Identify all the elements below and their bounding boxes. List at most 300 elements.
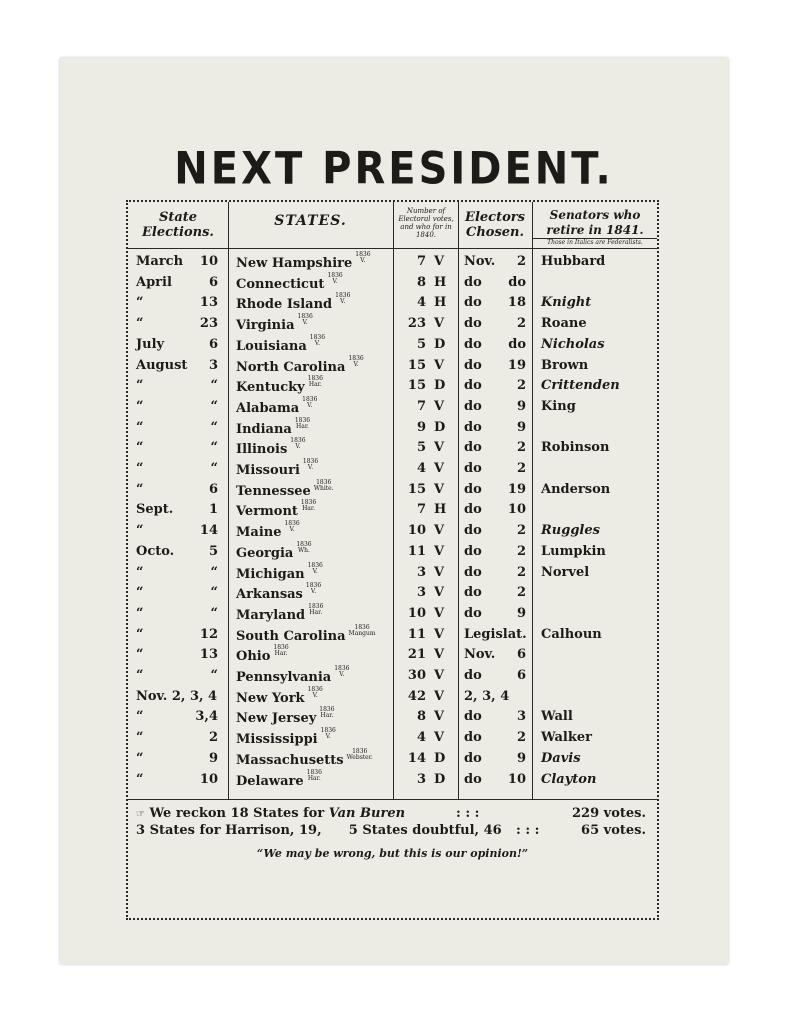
vote-1836-note <box>314 480 334 492</box>
cell-day: 6 <box>208 336 218 352</box>
vote-1836-who: Wh. <box>298 546 310 554</box>
vote-1836-who: V. <box>340 298 346 306</box>
cell-party: V <box>434 585 445 601</box>
cell-day: 9 <box>208 750 218 766</box>
cell-votes: 7 <box>416 254 426 269</box>
vote-1836-who: V. <box>314 339 320 347</box>
vote-1836-year: 1836 <box>302 458 319 465</box>
cell-votes: 8 <box>416 709 426 725</box>
cell-senator: Norvel <box>541 564 590 580</box>
vote-1836-note <box>307 770 322 782</box>
cell-party: H <box>434 502 447 518</box>
header-electoral-votes: Number of Electoral votes, and who for in 1840. <box>398 207 454 239</box>
cell-state <box>236 604 323 626</box>
vote-1836-who: Har. <box>307 774 321 782</box>
cell-chosen-when: do <box>464 668 482 683</box>
cell-state <box>236 521 300 543</box>
table-row <box>128 666 657 686</box>
vote-1836-note <box>347 749 373 761</box>
cell-month: “ <box>136 564 144 580</box>
cell-party: D <box>434 771 446 787</box>
cell-state <box>236 459 318 481</box>
cell-day: 6 <box>208 274 218 290</box>
cell-month: “ <box>136 647 144 663</box>
vote-1836-who: V. <box>307 401 313 409</box>
state-name: South Carolina <box>236 628 346 644</box>
footer-line-2-text: 3 States for Harrison, 19, 5 States doubtful, 46 <box>136 823 502 838</box>
vote-1836-year: 1836 <box>273 644 289 652</box>
cell-state <box>236 749 373 771</box>
cell-chosen-when: 2, 3, 4 <box>464 688 510 704</box>
cell-month: “ <box>136 461 144 476</box>
cell-votes: 3 <box>416 564 426 580</box>
cell-party: V <box>434 647 445 663</box>
table-row <box>128 356 657 376</box>
cell-chosen-day: 2 <box>516 254 526 269</box>
vote-1836-who: Har. <box>309 608 323 616</box>
cell-chosen-day: 2 <box>516 585 526 601</box>
vote-1836-note <box>349 625 376 637</box>
cell-day: 3,4 <box>195 709 218 725</box>
cell-senator: Nicholas <box>541 336 605 352</box>
state-name: Kentucky <box>236 380 305 396</box>
election-table <box>126 200 659 920</box>
vote-1836-year: 1836 <box>307 561 323 569</box>
cell-chosen-when: do <box>464 274 482 290</box>
vote-1836-who: V. <box>289 526 295 534</box>
cell-month: August <box>136 357 188 373</box>
cell-chosen-day: 10 <box>507 771 526 787</box>
vote-1836-note <box>296 542 311 554</box>
vote-1836-who: Har. <box>274 650 288 658</box>
cell-party: V <box>434 688 445 704</box>
footer-separator: : : : <box>456 806 480 821</box>
state-name: Alabama <box>236 400 300 416</box>
cell-chosen-when: do <box>464 605 482 621</box>
cell-month: “ <box>136 481 144 497</box>
table-row <box>128 542 657 562</box>
vote-1836-year: 1836 <box>309 333 326 341</box>
cell-chosen-when: do <box>464 771 482 787</box>
state-name: Maryland <box>236 607 306 623</box>
table-row <box>128 728 657 748</box>
vote-1836-who: Webster. <box>346 753 373 761</box>
cell-votes: 15 <box>407 357 426 373</box>
cell-chosen-day: 10 <box>507 502 526 518</box>
cell-senator: Clayton <box>541 771 597 787</box>
cell-party: H <box>434 274 447 290</box>
cell-day: “ <box>210 440 218 456</box>
cell-chosen-day: do <box>508 336 526 352</box>
cell-chosen-when: Legislat. <box>464 626 527 642</box>
state-name: Ohio <box>236 649 271 665</box>
vote-1836-note <box>295 418 310 430</box>
cell-state <box>236 418 310 440</box>
table-row <box>128 625 657 645</box>
vote-1836-year: 1836 <box>290 437 306 445</box>
cell-votes: 5 <box>416 440 426 456</box>
cell-state <box>236 687 323 709</box>
cell-votes: 4 <box>416 730 426 746</box>
state-name: New Hampshire <box>236 256 353 271</box>
cell-senator: Lumpkin <box>541 543 606 559</box>
header-senators-note: Those in Italics are Federalists. <box>533 238 657 246</box>
cell-state <box>236 645 289 667</box>
table-row <box>128 314 657 334</box>
vote-1836-year: 1836 <box>320 727 336 735</box>
cell-month: “ <box>136 771 144 787</box>
cell-day: “ <box>210 564 218 580</box>
cell-party: V <box>434 709 445 725</box>
vote-1836-note <box>273 645 288 657</box>
cell-month: March <box>136 254 184 269</box>
vote-1836-year: 1836 <box>300 499 317 507</box>
state-name: Michigan <box>236 566 305 582</box>
vote-1836-year: 1836 <box>316 478 332 486</box>
cell-day: 6 <box>208 481 218 497</box>
vote-1836-year: 1836 <box>307 375 323 383</box>
cell-party: D <box>434 419 446 435</box>
cell-state <box>236 707 335 729</box>
vote-1836-who: Har. <box>320 712 334 720</box>
cell-month: “ <box>136 419 144 435</box>
header-senators: Senators who retire in 1841. <box>546 208 644 237</box>
cell-month: July <box>136 336 165 352</box>
vote-1836-who: V. <box>312 567 318 575</box>
cell-votes: 4 <box>416 295 426 311</box>
cell-senator: Hubbard <box>541 254 606 269</box>
cell-day: “ <box>210 668 218 683</box>
vote-1836-note <box>284 521 299 533</box>
cell-chosen-when: do <box>464 750 482 766</box>
cell-state <box>236 252 371 274</box>
header-states: STATES. <box>274 213 347 229</box>
vote-1836-note <box>335 293 350 305</box>
cell-senator: Brown <box>541 357 589 373</box>
cell-senator: Robinson <box>541 440 610 456</box>
cell-month: “ <box>136 709 144 725</box>
cell-votes: 3 <box>416 771 426 787</box>
cell-chosen-day: do <box>508 274 526 290</box>
cell-votes: 9 <box>416 419 426 435</box>
cell-chosen-day: 18 <box>507 295 526 311</box>
vote-1836-year: 1836 <box>355 251 371 258</box>
table-row <box>128 583 657 603</box>
vote-1836-who: V. <box>312 691 318 699</box>
cell-votes: 7 <box>416 398 426 414</box>
cell-month: Octo. <box>136 543 175 559</box>
footer-line-1 <box>136 806 646 821</box>
vote-1836-who: Mangum <box>348 629 376 637</box>
cell-chosen-day: 19 <box>507 357 526 373</box>
footer-line-2-votes: 65 votes. <box>581 823 646 838</box>
vote-1836-note <box>308 563 323 575</box>
vote-1836-year: 1836 <box>305 582 322 590</box>
cell-party: V <box>434 523 445 539</box>
cell-chosen-when: do <box>464 440 482 456</box>
cell-chosen-when: do <box>464 316 482 332</box>
cell-month: “ <box>136 316 144 332</box>
vote-1836-year: 1836 <box>308 602 324 610</box>
cell-day: 13 <box>199 295 218 311</box>
cell-chosen-day: 6 <box>516 668 526 683</box>
pointing-hand-icon: ☞ <box>136 809 145 820</box>
vote-1836-who: V. <box>302 319 308 327</box>
cell-chosen-when: do <box>464 378 482 394</box>
cell-month: “ <box>136 626 144 642</box>
state-name: Massachusetts <box>236 752 344 768</box>
cell-chosen-day: 9 <box>516 605 526 621</box>
cell-chosen-when: do <box>464 419 482 435</box>
cell-chosen-day: 19 <box>507 481 526 497</box>
cell-senator: Davis <box>541 750 581 766</box>
cell-chosen-day: 2 <box>516 523 526 539</box>
cell-state <box>236 563 323 585</box>
vote-1836-who: V. <box>325 733 331 741</box>
cell-chosen-when: do <box>464 585 482 601</box>
cell-votes: 11 <box>407 626 426 642</box>
cell-chosen-when: do <box>464 523 482 539</box>
header-rule <box>128 248 657 249</box>
vote-1836-note <box>355 252 370 264</box>
vote-1836-note <box>308 604 323 616</box>
cell-month: “ <box>136 295 144 311</box>
vote-1836-year: 1836 <box>319 706 335 714</box>
cell-party: H <box>434 295 447 311</box>
cell-party: V <box>434 461 445 476</box>
vote-1836-year: 1836 <box>302 395 318 403</box>
cell-chosen-when: do <box>464 295 482 311</box>
cell-senator: Wall <box>541 709 573 725</box>
vote-1836-note <box>308 376 323 388</box>
table-row <box>128 418 657 438</box>
vote-1836-year: 1836 <box>307 685 323 693</box>
cell-month: “ <box>136 668 144 683</box>
cell-votes: 11 <box>407 543 426 559</box>
state-name: Indiana <box>236 421 292 437</box>
state-name: Delaware <box>236 773 304 789</box>
cell-day: “ <box>210 378 218 394</box>
cell-chosen-when: do <box>464 481 482 497</box>
footer-line-1-text: We reckon 18 States for <box>149 806 325 821</box>
state-name: Tennessee <box>236 483 311 499</box>
cell-party: D <box>434 336 446 352</box>
cell-day: 14 <box>199 523 218 539</box>
vote-1836-who: Har. <box>308 381 322 389</box>
vote-1836-note <box>298 314 313 326</box>
table-row <box>128 335 657 355</box>
state-name: North Carolina <box>236 359 346 375</box>
cell-chosen-when: Nov. <box>464 254 496 269</box>
cell-chosen-when: do <box>464 502 482 518</box>
state-name: Arkansas <box>236 587 303 603</box>
table-row <box>128 604 657 624</box>
vote-1836-note <box>308 687 323 699</box>
cell-senator: Anderson <box>541 481 611 497</box>
cell-day: “ <box>210 605 218 621</box>
footer-line-1-votes: 229 votes. <box>571 806 646 821</box>
cell-chosen-when: do <box>464 543 482 559</box>
table-row <box>128 521 657 541</box>
cell-party: V <box>434 730 445 746</box>
cell-state <box>236 273 343 295</box>
cell-party: D <box>434 378 446 394</box>
cell-party: V <box>434 357 445 373</box>
cell-month: “ <box>136 378 144 394</box>
cell-votes: 8 <box>416 274 426 290</box>
cell-votes: 4 <box>416 461 426 476</box>
footer-quote: “We may be wrong, but this is our opinion!” <box>256 847 529 860</box>
vote-1836-note <box>301 500 316 512</box>
cell-senator: Crittenden <box>541 378 620 394</box>
cell-party: V <box>434 481 445 497</box>
cell-month: “ <box>136 398 144 414</box>
cell-senator: Roane <box>541 316 587 332</box>
vote-1836-year: 1836 <box>354 623 370 631</box>
table-row <box>128 645 657 665</box>
vote-1836-who: V. <box>353 360 359 368</box>
cell-state <box>236 293 350 315</box>
cell-chosen-when: do <box>464 730 482 746</box>
table-row <box>128 500 657 520</box>
cell-chosen-day: 6 <box>516 647 526 663</box>
cell-chosen-when: do <box>464 461 482 476</box>
table-row <box>128 687 657 707</box>
cell-chosen-day: 2 <box>516 564 526 580</box>
vote-1836-note <box>302 397 317 409</box>
cell-state <box>236 356 364 378</box>
cell-month: “ <box>136 605 144 621</box>
cell-day: 10 <box>199 771 218 787</box>
state-name: Vermont <box>236 504 298 520</box>
vote-1836-who: V. <box>339 671 345 678</box>
state-name: New York <box>236 690 305 706</box>
cell-votes: 21 <box>407 647 426 663</box>
cell-state <box>236 728 336 750</box>
vote-1836-who: Har. <box>302 505 316 513</box>
cell-senator: Calhoun <box>541 626 602 642</box>
vote-1836-who: V. <box>310 588 317 596</box>
cell-votes: 10 <box>407 605 426 621</box>
table-row <box>128 563 657 583</box>
cell-day: 1 <box>208 502 218 518</box>
cell-party: V <box>434 398 445 414</box>
cell-day: “ <box>210 398 218 414</box>
vote-1836-note <box>290 438 305 450</box>
cell-chosen-when: do <box>464 336 482 352</box>
vote-1836-note <box>327 273 342 285</box>
cell-party: D <box>434 750 446 766</box>
cell-chosen-day: 3 <box>516 709 526 725</box>
cell-chosen-when: do <box>464 564 482 580</box>
cell-day: “ <box>210 461 218 476</box>
cell-state <box>236 666 349 688</box>
state-name: New Jersey <box>236 711 317 727</box>
cell-state <box>236 335 325 357</box>
cell-votes: 15 <box>407 481 426 497</box>
cell-month: Sept. <box>136 502 174 518</box>
table-row <box>128 376 657 396</box>
cell-party: V <box>434 440 445 456</box>
cell-day: 3 <box>208 357 218 373</box>
state-name: Illinois <box>236 442 288 458</box>
table-row <box>128 459 657 479</box>
state-name: Pennsylvania <box>236 670 332 685</box>
vote-1836-who: V. <box>295 443 301 451</box>
vote-1836-year: 1836 <box>327 271 343 279</box>
cell-party: V <box>434 605 445 621</box>
footer-separator-2: : : : <box>516 823 540 838</box>
page-title: NEXT PRESIDENT. <box>174 143 614 195</box>
vote-1836-year: 1836 <box>284 520 300 528</box>
cell-senator: King <box>541 398 576 414</box>
vote-1836-year: 1836 <box>348 354 364 362</box>
vote-1836-note <box>306 583 321 595</box>
vote-1836-who: V. <box>307 464 314 471</box>
cell-senator: Ruggles <box>541 523 600 539</box>
state-name: Louisiana <box>236 338 307 354</box>
footer-van-buren: Van Buren <box>328 806 406 821</box>
cell-day: “ <box>210 585 218 601</box>
table-row <box>128 480 657 500</box>
state-name: Connecticut <box>236 276 325 292</box>
state-name: Rhode Island <box>236 297 333 313</box>
cell-state <box>236 583 321 605</box>
cell-chosen-day: 2 <box>516 730 526 746</box>
state-name: Virginia <box>236 318 295 334</box>
table-row <box>128 749 657 769</box>
cell-senator: Knight <box>541 295 592 311</box>
cell-chosen-day: 2 <box>516 543 526 559</box>
table-row <box>128 770 657 790</box>
cell-chosen-day: 2 <box>516 461 526 476</box>
cell-day: 12 <box>199 626 218 642</box>
state-name: Missouri <box>236 463 300 478</box>
cell-party: V <box>434 254 445 269</box>
cell-votes: 42 <box>407 688 426 704</box>
cell-day: 5 <box>208 543 218 559</box>
vote-1836-who: Har. <box>296 422 309 430</box>
vote-1836-who: V. <box>332 277 338 285</box>
vote-1836-year: 1836 <box>306 768 322 776</box>
cell-month: April <box>136 274 172 290</box>
footer-rule <box>128 799 657 800</box>
vote-1836-note <box>321 728 336 740</box>
cell-votes: 10 <box>407 523 426 539</box>
vote-1836-note <box>319 707 334 719</box>
header-state-elections: State Elections. <box>142 210 214 240</box>
vote-1836-year: 1836 <box>297 313 313 321</box>
cell-state <box>236 314 313 336</box>
cell-month: “ <box>136 730 144 746</box>
cell-votes: 23 <box>407 316 426 332</box>
cell-chosen-day: 9 <box>516 750 526 766</box>
cell-party: V <box>434 316 445 332</box>
cell-chosen-when: do <box>464 398 482 414</box>
cell-chosen-day: 2 <box>516 316 526 332</box>
cell-chosen-when: Nov. <box>464 647 496 663</box>
broadside-sheet <box>60 58 728 964</box>
cell-party: V <box>434 626 445 642</box>
vote-1836-year: 1836 <box>296 540 312 548</box>
cell-month: “ <box>136 750 144 766</box>
cell-chosen-when: do <box>464 357 482 373</box>
cell-votes: 3 <box>416 585 426 601</box>
table-row <box>128 397 657 417</box>
cell-votes: 15 <box>407 378 426 394</box>
table-row <box>128 707 657 727</box>
cell-state <box>236 438 306 460</box>
